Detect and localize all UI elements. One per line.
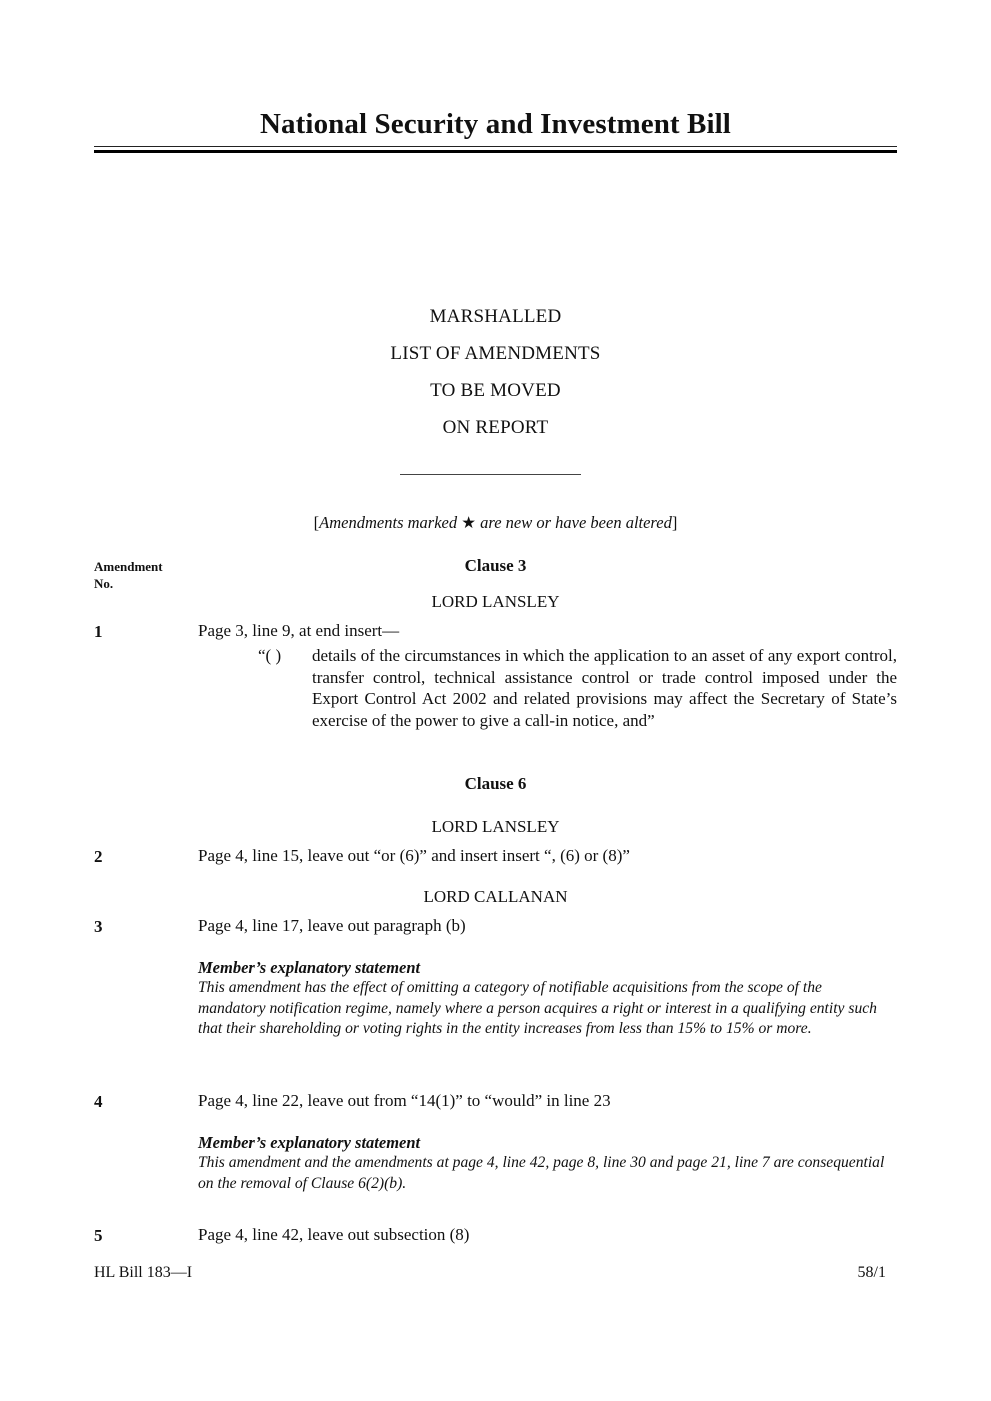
document-title: National Security and Investment Bill: [260, 108, 731, 140]
note-open-bracket: [: [313, 513, 320, 532]
bill-reference: HL Bill 183—I: [94, 1264, 193, 1281]
amendment-number-column-label: Amendment No.: [94, 559, 163, 591]
amendment-text: Page 3, line 9, at end insert—: [198, 621, 400, 640]
amendment-number: 5: [94, 1226, 103, 1245]
amendment-number: 4: [94, 1092, 103, 1111]
inserted-paragraph-marker: “( ): [258, 646, 282, 665]
explanatory-statement-title: Member’s explanatory statement: [198, 1133, 421, 1152]
amendments-note: [94, 513, 897, 533]
amendment-number: 2: [94, 847, 103, 866]
amendment-text: Page 4, line 42, leave out subsection (8): [198, 1225, 470, 1244]
explanatory-statement-text: This amendment and the amendments at page 4, line 42, page 8, line 30 and page 21, line 7 are consequential on the removal of Clause 6(2)(b).: [198, 1154, 885, 1192]
heading-line-3: TO BE MOVED: [430, 380, 561, 401]
explanatory-statement: [198, 958, 898, 1039]
inserted-text-block: [258, 645, 897, 731]
note-close-bracket: ]: [671, 513, 678, 532]
star-icon: ★: [461, 513, 477, 532]
page-reference: 58/1: [857, 1264, 886, 1281]
amendment-number: 3: [94, 917, 103, 936]
note-text-before: Amendments marked: [319, 513, 462, 532]
title-rule-thin: [94, 146, 897, 147]
explanatory-statement-title: Member’s explanatory statement: [198, 958, 421, 977]
member-name: LORD CALLANAN: [423, 887, 568, 906]
title-rule-thick: [94, 150, 897, 153]
heading-line-4: ON REPORT: [442, 417, 549, 438]
section-divider: [400, 474, 581, 475]
amendment-number: 1: [94, 622, 103, 641]
clause-heading: Clause 6: [464, 774, 527, 793]
amendment-text: Page 4, line 22, leave out from “14(1)” to “would” in line 23: [198, 1091, 611, 1110]
inserted-paragraph-text: details of the circumstances in which the application to an asset of any export control, transfer control, technical assistance control or trade control imposed under the Export Control Act 2002 and related provisions may affect the Secretary of State’s exercise of the power to give a call-in notice, and”: [312, 646, 897, 730]
heading-line-2: LIST OF AMENDMENTS: [390, 343, 601, 364]
explanatory-statement: [198, 1133, 898, 1194]
member-name: LORD LANSLEY: [431, 592, 560, 611]
explanatory-statement-text: This amendment has the effect of omitting a category of notifiable acquisitions from the scope of the mandatory notification regime, namely where a person acquires a right or interest in a qualifying entity such that their shareholding or voting rights in the entity increases from less than 15% to 15% or more.: [198, 979, 877, 1037]
note-text-after: are new or have been altered: [476, 513, 672, 532]
clause-heading: Clause 3: [464, 556, 527, 575]
amendment-text: Page 4, line 15, leave out “or (6)” and insert insert “, (6) or (8)”: [198, 846, 630, 865]
heading-line-1: MARSHALLED: [429, 306, 562, 327]
amendment-text: Page 4, line 17, leave out paragraph (b): [198, 916, 466, 935]
member-name: LORD LANSLEY: [431, 817, 560, 836]
